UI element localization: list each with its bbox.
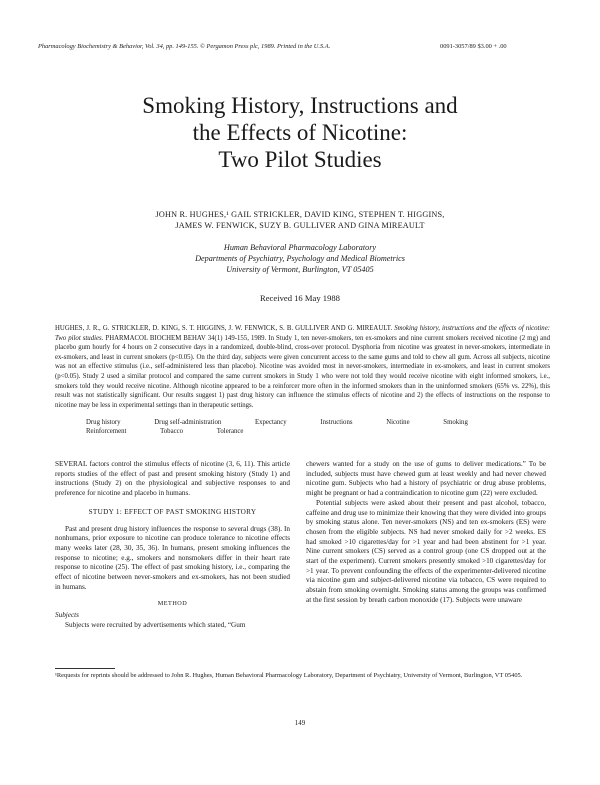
left-column <box>55 460 290 631</box>
body-paragraph: Past and present drug history influences the response to several drugs (38). In nonhumans, prior exposure to nicotine can produce tolerance to nicotine effects many weeks later (28, 30, 35, 36). In humans, present smoking influences the response to nicotine; e.g., smokers and nonsmokers differ in their heart rate response to nicotine (25). The effect of past smoking history, i.e., comparing the effect of nicotine between never-smokers and ex-smokers, has not been studied in humans. <box>55 524 290 591</box>
article-title <box>60 92 540 173</box>
affiliation-line: University of Vermont, Burlington, VT 05405 <box>226 265 374 274</box>
received-date: Received 16 May 1988 <box>260 293 340 303</box>
affiliation-line: Departments of Psychiatry, Psychology and Medical Biometrics <box>195 254 405 263</box>
affiliation <box>80 242 520 275</box>
footnote: ¹Requests for reprints should be addressed to John R. Hughes, Human Behavioral Pharmacology Laboratory, Department of Psychiatry, University of Vermont, Burlington, VT 05405. <box>55 672 523 679</box>
keyword: Instructions <box>320 419 353 426</box>
keyword: Reinforcement <box>86 428 127 435</box>
subjects-subheading: Subjects <box>55 611 79 620</box>
title-line: the Effects of Nicotine: <box>192 120 408 145</box>
affiliation-line: Human Behavioral Pharmacology Laboratory <box>223 243 377 252</box>
intro-text: factors control the stimulus effects of nicotine (3, 6, 11). This article reports studies of the effect of past and present smoking history (Study 1) and instructions (Study 2) on the physiological and subjective responses to and preference for nicotine and placebo in humans. <box>55 460 290 498</box>
body-paragraph: Subjects were recruited by advertisements which stated, “Gum <box>65 620 246 629</box>
author-line: JAMES W. FENWICK, SUZY B. GULLIVER AND GINA MIREAULT <box>175 221 425 230</box>
keyword: Drug self-administration <box>154 419 222 426</box>
keywords <box>86 418 556 436</box>
keyword: Tobacco <box>160 428 184 435</box>
keyword: Nicotine <box>386 419 410 426</box>
author-list <box>80 209 520 231</box>
abstract <box>55 324 550 410</box>
abstract-cite-source: PHARMACOL BIOCHEM BEHAV 34(1) 149-155, 1989. <box>105 334 267 342</box>
keyword: Smoking <box>443 419 468 426</box>
right-column <box>306 460 546 606</box>
method-heading: METHOD <box>157 600 188 608</box>
section-heading: STUDY 1: EFFECT OF PAST SMOKING HISTORY <box>88 507 257 516</box>
footnote-divider <box>55 668 115 669</box>
title-line: Smoking History, Instructions and <box>142 93 458 118</box>
keyword: Drug history <box>86 419 121 426</box>
keyword: Expectancy <box>254 419 287 426</box>
author-line: JOHN R. HUGHES,¹ GAIL STRICKLER, DAVID KING, STEPHEN T. HIGGINS, <box>155 210 445 219</box>
abstract-citation: HUGHES, J. R., G. STRICKLER, D. KING, S. T. HIGGINS, J. W. FENWICK, S. B. GULLIVER AND G. MIREAULT. <box>55 325 393 332</box>
page-number: 149 <box>294 719 306 727</box>
intro-lead: SEVERAL <box>55 460 88 468</box>
journal-code: 0091-3057/89 $3.00 + .00 <box>440 43 507 50</box>
abstract-body: In Study 1, ten never-smokers, ten ex-smokers and nine current smokers received nicotine (2 mg) and placebo gum hourly for 4 hours on 2 consecutive days in a randomized, double-blind, cross-over protocol. Dysphoria from nicotine was greatest in never-smokers, intermediate in ex-smokers, and least in current smokers (p<0.05). On the third day, subjects were given concurrent access to the same gums and told to chew all gum. Across all subjects, nicotine was not an effective stimulus (i.e., self-administered less than placebo). Nicotine was avoided most in never-smokers, intermediate in ex-smokers, and least in current smokers (p<0.05). Study 2 used a similar protocol and compared the same current smokers in Study 1 who were not told they would receive nicotine with eight informed smokers, i.e., smokers told they would receive nicotine. Although nicotine appeared to be a reinforcer more often in the informed smokers than in the uninformed smokers (65% vs. 22%), this result was not statistically significant. Our results suggest 1) past drug history can influence the stimulus effects of nicotine and 2) the effects of instructions on the response to nicotine may be less in experimental settings than in therapeutic settings. <box>55 334 551 409</box>
journal-header: Pharmacology Biochemistry & Behavior, Vol. 34, pp. 149-155. © Pergamon Press plc, 1989. Printed in the U.S.A. <box>38 43 331 50</box>
intro-paragraph <box>55 460 290 499</box>
body-paragraph: Potential subjects were asked about their present and past alcohol, tobacco, caffeine and drug use to minimize their knowing that they were divided into groups by smoking status alone. Ten never-smokers (NS) and ten ex-smokers (ES) were chosen from the eligible subjects. NS had never smoked daily for >2 weeks. ES had smoked >10 cigarettes/day for >1 year and had been abstinent for >1 year. Nine current smokers (CS) served as a control group (one CS dropped out at the start of the experiment). Current smokers presently smoked >10 cigarettes/day for >1 year. To prevent confounding the effects of the experimenter-delivered nicotine via nicotine gum and subject-delivered nicotine via tobacco, CS were required to abstain from smoking overnight. Smoking status among the groups was confirmed at the first session by breath carbon monoxide (17). Subjects were unaware <box>306 498 546 604</box>
abstract-cite-title: Smoking history, instructions and the effects of nicotine: Two pilot studies. <box>55 325 550 342</box>
title-line: Two Pilot Studies <box>218 147 382 172</box>
body-paragraph: chewers wanted for a study on the use of gums to deliver medications.” To be included, subjects must have chewed gum at least weekly and had never chewed nicotine gum. Subjects who had a history of psychiatric or drug abuse problems, might be pregnant or had a contraindication to nicotine gum (22) were excluded. <box>306 460 546 498</box>
keyword: Tolerance <box>216 428 244 435</box>
